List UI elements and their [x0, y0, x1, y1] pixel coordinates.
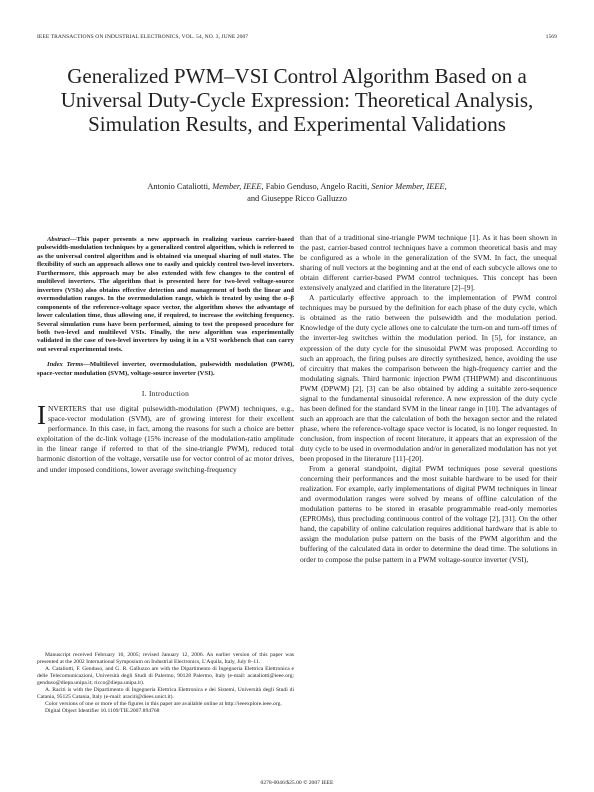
- intro-paragraph: [37, 400, 294, 474]
- footnote: Digital Object Identifier 10.1109/TIE.2007.894768: [45, 708, 160, 715]
- drop-cap: I: [37, 400, 46, 431]
- intro-text: NVERTERS that use digital pulsewidth-modulation (PWM) techniques, e.g., space-vector modulation (SVM), are of growing interest for their excellent performance. In this case, in fact, among the reasons for such a choice are better exploitation of the dc-link voltage (15% increase of the modulation-ratio amplitude in the linear range if referred to that of the sine-triangle PWM), reduced total harmonic distortion of the voltage, versatile use for vector control of ac motor drives, and under imposed conditions, lower average switching-frequency: [37, 404, 294, 474]
- author-names-1: Antonio Cataliotti,: [147, 182, 213, 191]
- copyright-footer: 0278-0046/$25.00 © 2007 IEEE: [260, 780, 334, 786]
- left-column: [37, 236, 294, 475]
- author-membership-1: Member, IEEE: [212, 182, 262, 191]
- right-column: [300, 233, 557, 565]
- index-terms-label: Index Terms: [47, 361, 84, 369]
- body-paragraph: than that of a traditional sine-triangle PWM technique [1]. As it has been shown in the past, carrier-based control techniques have a common theoretical basis and may be configured as a whole in the generalization of the SVM. In fact, the unequal sharing of null vectors at the beginning and at the end of each subcycle allows one to obtain different carrier-based PWM control techniques. This concept has been extensively analyzed and clarified in the literature [2]–[9].: [300, 233, 557, 293]
- author-line-2: and Giuseppe Ricco Galluzzo: [247, 193, 347, 203]
- journal-name: IEEE TRANSACTIONS ON INDUSTRIAL ELECTRONICS, VOL. 54, NO. 3, JUNE 2007: [37, 34, 249, 40]
- abstract-text: —This paper presents a new approach in realizing various carrier-based pulsewidth-modulation techniques by a generalized control algorithm, which is referred to as the universal control algorithm and is obtained via unequal sharing of null states. The flexibility of such an approach allows one to easily and quickly control two-level inverters. Furthermore, this approach may be also extended with few changes to the control of multilevel inverters. The algorithm that is presented here for two-level voltage-source inverters (VSIs) also obtains effective detection and management of both the linear and overmodulation ranges. In the overmodulation range, which is treated by using the α–β components of the reference-voltage space vector, the algorithm shows the advantage of lower calculation time, thus allowing one, if required, to increase the switching frequency. Several simulation runs have been performed, aiming to test the proposed procedure for both two-level and multilevel VSIs. Finally, the new algorithm was experimentally validated in the case of two-level inverters by using it in a VSI workbench that can carry out several experimental tests.: [37, 236, 294, 353]
- abstract: [37, 236, 294, 354]
- body-paragraph: A particularly effective approach to the implementation of PWM control techniques may be pursued by the definition for each phase of the duty cycle, which is obtained as the ratio between the pulsewidth and the modulation period. Knowledge of the duty cycle allows one to calculate the turn-on and turn-off times of the inverter-leg switches within the modulation period. In [5], for instance, an expression of the duty cycle for the sinusoidal PWM was proposed. According to such an approach, the firing pulses are directly synthesized, hence, avoiding the use of circuitry that makes the comparison between the high-frequency carrier and the modulating signals. Third harmonic injection PWM (THIPWM) and discontinuous PWM (DPWM) [2], [3] can be also obtained by adding a suitable zero-sequence signal to the fundamental sinusoidal reference. A new expression of the duty cycle has been defined for the standard SVM in the linear range in [10]. The advantages of such an approach are that the calculation of both the hexagon sector and the related phase, where the reference-voltage space vector is located, is no longer requested. In conclusion, from inspection of recent literature, it appears that an expression of the duty cycle to be used in overmodulation and/or in generalized modulation has not yet been proposed in the literature [11]–[20].: [300, 293, 557, 464]
- author-membership-2: Senior Member, IEEE: [371, 182, 445, 191]
- index-terms-text: —Multilevel inverter, overmodulation, pulsewidth modulation (PWM), space-vector modulation (SVM), voltage-source inverter (VSI).: [37, 361, 294, 377]
- paper-title: Generalized PWM–VSI Control Algorithm Based on a Universal Duty-Cycle Expression: Theoretical Analysis, Simulation Results, and Experimental Validations: [60, 64, 534, 136]
- author-line-1: [60, 181, 534, 193]
- author-names-2: , Fabio Genduso, Angelo Raciti,: [261, 182, 372, 191]
- footnotes: [37, 652, 294, 715]
- author-names-3: ,: [444, 182, 447, 191]
- body-paragraph: From a general standpoint, digital PWM techniques pose several questions concerning their performances and the most suitable hardware to be used for their realization. For example, early implementations of digital PWM techniques in linear and overmodulation ranges were solved by means of offline calculation of the modulation patterns to be stored in erasable programmable read-only memories (EPROMs), thus precluding continuous control of the voltage [2], [31]. On the other hand, the capability of online calculation requires additional hardware that is able to assign the modulation pulse pattern on the basis of the PWM algorithm and the buffering of the calculated data in order to determine the dead time. The solutions in order to compose the pulse pattern in a PWM voltage-source inverter (VSI),: [300, 464, 557, 564]
- author-list: [60, 181, 534, 204]
- index-terms: [37, 361, 294, 378]
- section-heading: I. Introduction: [141, 389, 190, 399]
- footnote: A. Raciti is with the Dipartimento di Ingegneria Elettrica Elettronica e dei Sistemi, Università degli Studi di Catania, 95125 Catania, Italy (e-mail: araciti@diees.unict.it).: [37, 687, 294, 701]
- abstract-label: Abstract: [47, 236, 70, 243]
- footnote: Manuscript received February 10, 2005; revised January 12, 2006. An earlier version of this paper was presented at the 2002 International Symposium on Industrial Electronics, L'Aquila, Italy, July 8–11.: [37, 652, 294, 666]
- page-number: 1569: [545, 34, 557, 40]
- footnote: A. Cataliotti, F. Genduso, and G. R. Galluzzo are with the Dipartimento di Ingegneria Elettrica Elettronica e delle Telecomunicazioni, Università degli Studi di Palermo, 90128 Palermo, Italy (e-mail: acataliotti@ieee.org; genduso@diepa.unipa.it; ricco@diepa.unipa.it).: [37, 666, 294, 687]
- footnote: Color versions of one or more of the figures in this paper are available online at http://ieeexplore.ieee.org.: [45, 701, 282, 708]
